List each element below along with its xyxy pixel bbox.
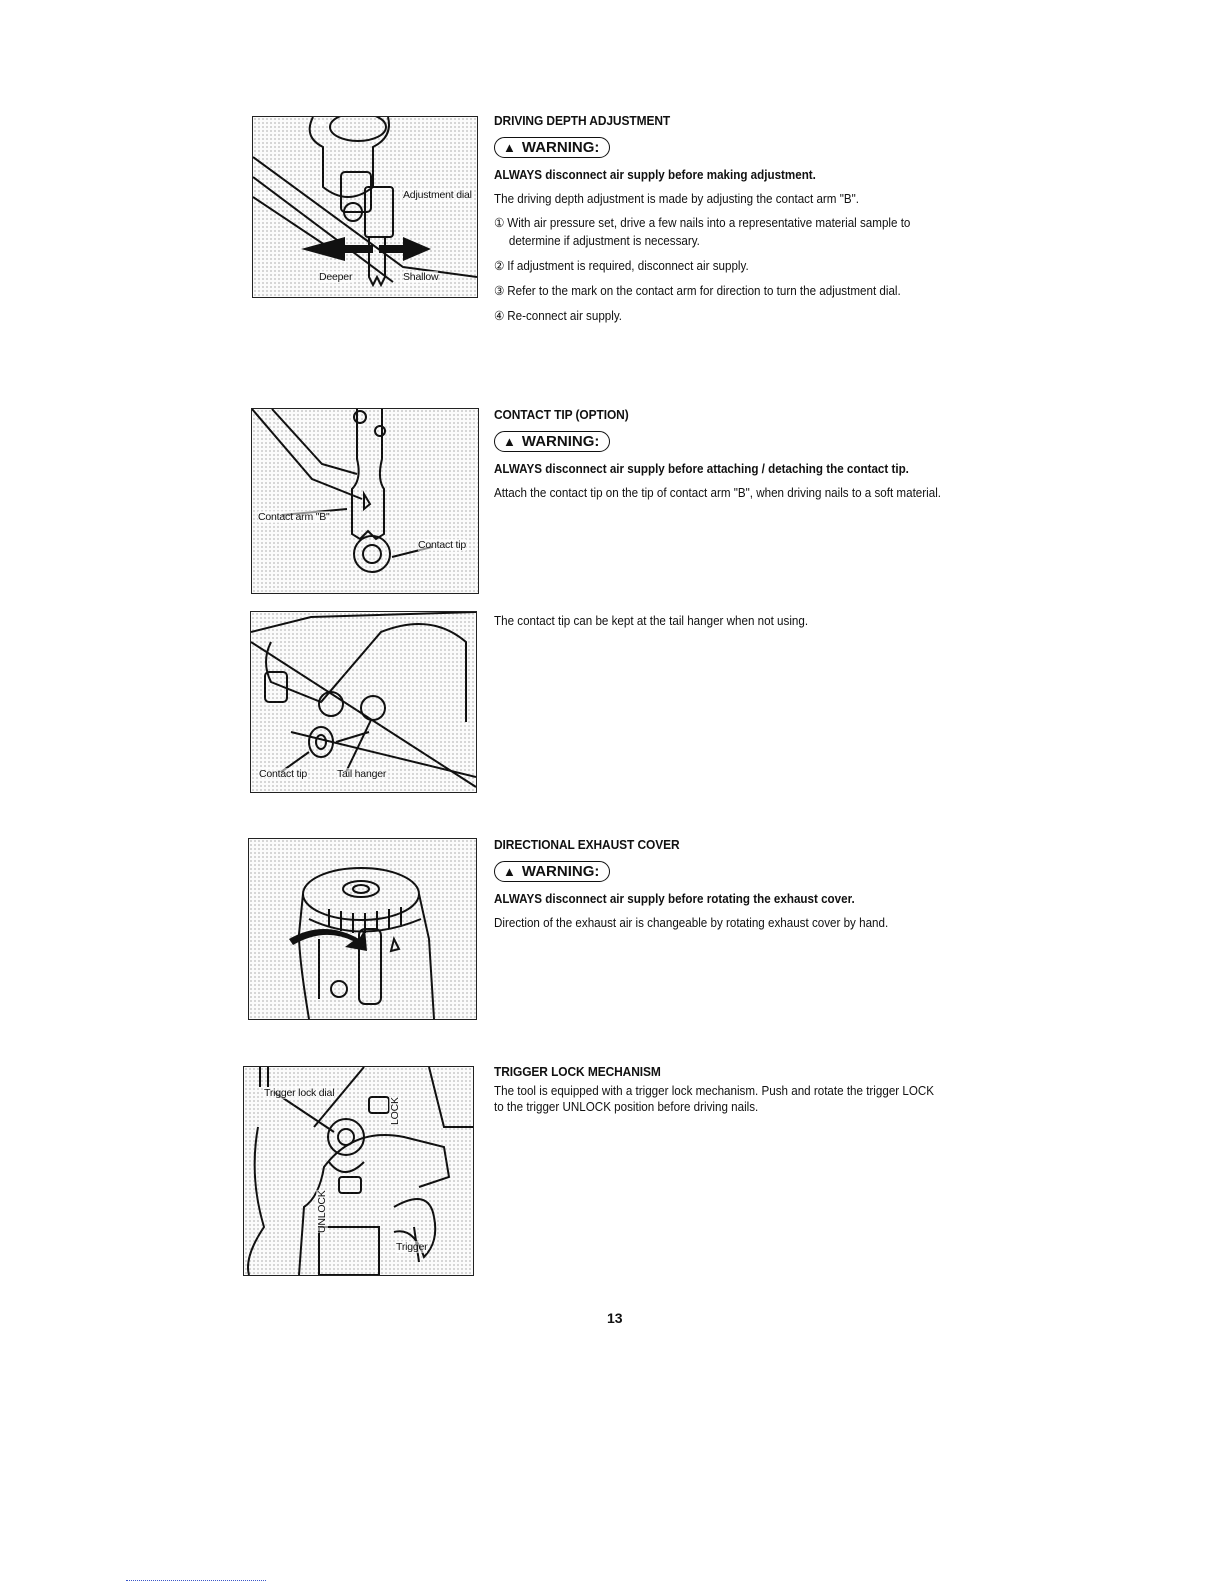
nailer-nose-illustration: [253, 117, 477, 297]
contact-arm-illustration: [252, 409, 478, 593]
label-contact-tip: Contact tip: [418, 539, 466, 551]
section-heading: TRIGGER LOCK MECHANISM: [494, 1064, 661, 1079]
warning-badge: [494, 137, 610, 158]
figure-exhaust-cover: [248, 838, 477, 1020]
warning-badge: [494, 431, 610, 452]
step-text: Refer to the mark on the contact arm for direction to turn the adjustment dial.: [507, 284, 901, 298]
section-heading: CONTACT TIP (OPTION): [494, 407, 629, 422]
figure-trigger-lock: [243, 1066, 474, 1276]
body-line-2: to the trigger UNLOCK position before driving nails.: [494, 1100, 759, 1114]
label-tail-hanger: Tail hanger: [337, 768, 387, 780]
label-trigger-lock-dial: Trigger lock dial: [264, 1087, 335, 1099]
warning-triangle-icon: ▲: [503, 140, 516, 155]
shallow-arrow: [379, 237, 431, 261]
figure-contact-tip: [251, 408, 479, 594]
step-text-continued: determine if adjustment is necessary.: [508, 234, 700, 248]
label-contact-arm: Contact arm "B": [258, 511, 330, 523]
deeper-arrow: [301, 237, 373, 261]
warning-triangle-icon: ▲: [503, 864, 516, 879]
label-lock: LOCK: [389, 1097, 401, 1125]
tail-hanger-illustration: [251, 612, 476, 792]
step-1: [494, 214, 1006, 250]
section-driving-depth: [494, 113, 1014, 325]
page-number: 13: [607, 1310, 623, 1326]
warning-label: WARNING:: [521, 863, 600, 880]
scan-edge-line: [126, 1580, 266, 1581]
step-number: ④: [494, 309, 505, 323]
figure-driving-depth: [252, 116, 478, 298]
body-text: The contact tip can be kept at the tail hanger when not using.: [494, 614, 809, 628]
warning-text: ALWAYS disconnect air supply before making adjustment.: [494, 168, 816, 182]
figure-tail-hanger: [250, 611, 477, 793]
section-tail-hanger: [494, 604, 1014, 629]
step-text: If adjustment is required, disconnect air supply.: [507, 259, 749, 273]
rotate-arrow: [289, 929, 367, 951]
body-text: [494, 1083, 1006, 1115]
warning-text: ALWAYS disconnect air supply before attaching / detaching the contact tip.: [494, 462, 909, 476]
section-contact-tip: [494, 407, 1014, 501]
body-text: Attach the contact tip on the tip of contact arm "B", when driving nails to a soft material.: [494, 486, 942, 500]
label-unlock: UNLOCK: [316, 1190, 328, 1233]
step-number: ①: [494, 216, 505, 230]
step-4: [494, 307, 1006, 325]
body-line-1: The tool is equipped with a trigger lock mechanism. Push and rotate the trigger LOCK: [494, 1084, 935, 1098]
section-heading: DRIVING DEPTH ADJUSTMENT: [494, 113, 671, 128]
warning-label: WARNING:: [521, 433, 600, 450]
label-adjustment-dial: Adjustment dial: [403, 189, 472, 201]
warning-text: ALWAYS disconnect air supply before rotating the exhaust cover.: [494, 892, 855, 906]
step-number: ②: [494, 259, 505, 273]
step-number: ③: [494, 284, 505, 298]
step-text: Re-connect air supply.: [507, 309, 623, 323]
step-text: With air pressure set, drive a few nails into a representative material sample to: [507, 216, 911, 230]
exhaust-cover-illustration: [249, 839, 476, 1019]
warning-badge: [494, 861, 610, 882]
section-trigger-lock: [494, 1064, 1014, 1115]
label-contact-tip: Contact tip: [259, 768, 307, 780]
warning-triangle-icon: ▲: [503, 434, 516, 449]
body-text: Direction of the exhaust air is changeable by rotating exhaust cover by hand.: [494, 916, 889, 930]
section-exhaust-cover: [494, 837, 1014, 931]
label-trigger: Trigger: [396, 1241, 428, 1253]
label-shallow: Shallow: [403, 271, 439, 283]
step-3: [494, 282, 1006, 300]
step-2: [494, 257, 1006, 275]
warning-label: WARNING:: [521, 139, 600, 156]
section-heading: DIRECTIONAL EXHAUST COVER: [494, 837, 680, 852]
intro-text: The driving depth adjustment is made by adjusting the contact arm "B".: [494, 192, 859, 206]
label-deeper: Deeper: [319, 271, 353, 283]
